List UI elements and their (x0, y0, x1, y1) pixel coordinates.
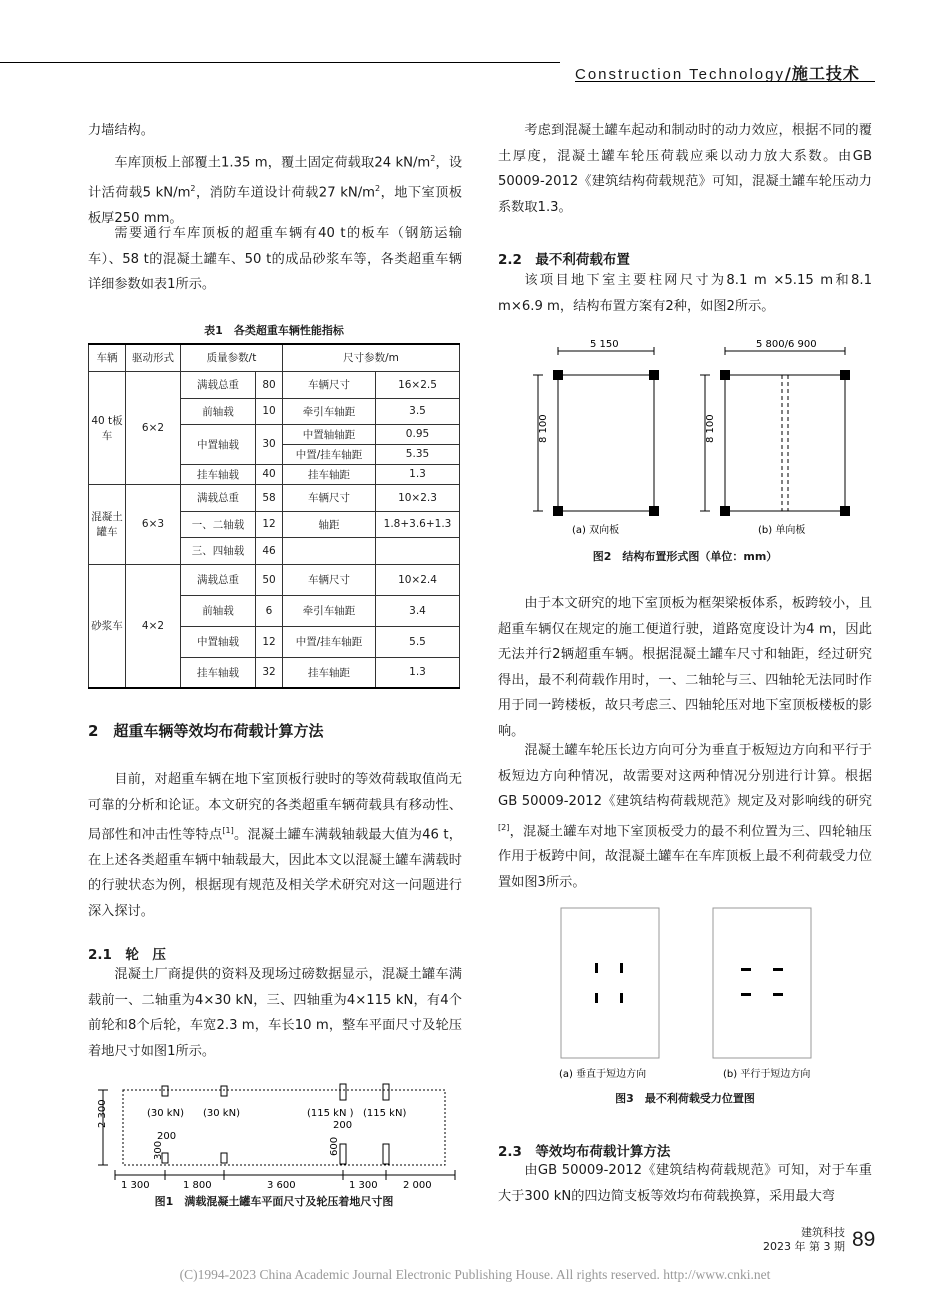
fig1-wheel (221, 1086, 227, 1096)
right-p5: 由GB 50009-2012《建筑结构荷载规范》可知，对于车重大于300 kN的四边简支板等效均布荷载换算，采用最大弯 (498, 1163, 872, 1204)
fig1-dim-3: 3 600 (267, 1180, 296, 1190)
truck2-drive: 6×3 (126, 484, 181, 564)
fig2-caption: 图2 结构布置形式图（单位：mm） (592, 550, 778, 563)
left-p1: 力墙结构。 (88, 123, 154, 138)
section-2-2-heading: 2.2 最不利荷载布置 (498, 252, 630, 268)
fig1-dim-4: 1 300 (349, 1180, 378, 1190)
truck2-name: 混凝土罐车 (89, 484, 126, 564)
fig1-h300: 300 (153, 1140, 164, 1160)
left-p4: 目前，对超重车辆在地下室顶板行驶时的等效荷载取值尚无可靠的分析和论证。本文研究的各类超重车辆荷载具有移动性、局部性和冲击性等特点[1]。混凝土罐车满载轴载最大值为46 t，在上述各类超重车辆中轴载最大，因此本文以混凝土罐车满载时的行驶状态为例，根据现有规范及相关学术研究对这一问题进行深入探讨。 (88, 772, 462, 919)
th-size: 尺寸参数/m (283, 344, 460, 371)
fig1-wheel (383, 1144, 389, 1164)
th-drive: 驱动形式 (126, 344, 181, 371)
fig1-dim-2: 1 800 (183, 1180, 212, 1190)
fig1-load-2: (30 kN) (203, 1108, 240, 1119)
header-rule (0, 62, 560, 63)
fig3b-slab (713, 908, 811, 1058)
fig1-caption: 图1 满载混凝土罐车平面尺寸及轮压着地尺寸图 (154, 1195, 394, 1208)
fig2b-slab (725, 375, 845, 511)
fig1-dim-1: 1 300 (121, 1180, 150, 1190)
figure3 (555, 905, 825, 1085)
header-cn: 施工技术 (791, 64, 860, 83)
fig1-width-200b: 200 (333, 1120, 353, 1131)
section-2-3-heading: 2.3 等效均布荷载计算方法 (498, 1144, 671, 1160)
figure1 (85, 1080, 465, 1190)
fig1-h600: 600 (329, 1136, 340, 1156)
left-p3: 需要通行车库顶板的超重车辆有40 t的板车（钢筋运输车）、58 t的混凝土罐车、50 t的成品砂浆车等，各类超重车辆详细参数如表1所示。 (88, 226, 462, 292)
fig1-wheel (162, 1086, 168, 1096)
fig1-load-1: (30 kN) (147, 1108, 184, 1119)
copyright-line: (C)1994-2023 China Academic Journal Electronic Publishing House. All rights reserved. http://www.cnki.net (179, 1267, 771, 1282)
fig3-caption: 图3 最不利荷载受力位置图 (615, 1092, 755, 1105)
fig3a-slab (561, 908, 659, 1058)
figure2 (520, 335, 870, 545)
fig2a-label: (a) 双向板 (572, 525, 620, 536)
fig2b-width: 5 800/6 900 (756, 339, 817, 350)
fig1-wheel (383, 1084, 389, 1100)
fig1-wheel (221, 1153, 227, 1163)
header-slash: / (785, 64, 792, 83)
table1-caption: 表1 各类超重车辆性能指标 (204, 324, 344, 337)
footer-issue: 2023 年 第 3 期 (763, 1240, 845, 1253)
fig1-wheel (340, 1084, 346, 1100)
right-p1: 考虑到混凝土罐车起动和制动时的动力效应，根据不同的覆土厚度，混凝土罐车轮压荷载应乘以动力放大系数。由GB 50009-2012《建筑结构荷载规范》可知，混凝土罐车轮压动力系数取1.3。 (498, 123, 872, 215)
fig1-wheel (340, 1144, 346, 1164)
fig1-truck-outline (123, 1090, 445, 1165)
footer-journal (735, 1226, 845, 1254)
section-2-heading: 2 超重车辆等效均布荷载计算方法 (88, 722, 324, 740)
truck1-name: 40 t板车 (89, 371, 126, 484)
section-2-1-heading: 2.1 轮 压 (88, 947, 166, 963)
fig2b-height: 8 100 (705, 414, 716, 443)
fig1-height-label: 2 300 (97, 1099, 108, 1128)
fig1-load-4: (115 kN) (363, 1108, 407, 1119)
right-p3: 由于本文研究的地下室顶板为框架梁板体系，板跨较小，且超重车辆仅在规定的施工便道行驶，道路宽度设计为4 m，因此无法并行2辆超重车辆。根据混凝土罐车尺寸和轴距，经过研究得出，最不利荷载作用时，一、二轴轮与三、四轴轮无法同时作用于同一跨楼板，故只考虑三、四轴轮压对地下室顶板楼板的影响。 (498, 596, 872, 739)
table1: 车辆 驱动形式 质量参数/t 尺寸参数/m 40 t板车 6×2 满载总重 80 车辆尺寸 16×2.5 前轴载 10 牵引车轴距 3.5 中置轴载 30 中置轴轴距 0.95 中置/挂车轴距 5.35 挂车轴载 40 挂车轴距 1.3 混凝土罐车 6×3 满载总重 58 车辆尺寸 10×2.3 一、二轴载 12 轴距 1.8+3.6+1.3 三、四轴载 46 砂浆车 4×2 满载总重 50 车辆尺寸 10×2.4 前轴载 6 牵引车轴距 3.4 中置轴载 12 中置/挂车轴距 5.5 挂车轴载 32 挂车轴距 1.3 (88, 343, 460, 689)
th-mass: 质量参数/t (181, 344, 283, 371)
header-en: Construction Technology (575, 66, 785, 83)
right-p4: 混凝土罐车轮压长边方向可分为垂直于板短边方向和平行于板短边方向种情况，故需要对这两种情况分别进行计算。根据GB 50009-2012《建筑结构荷载规范》规定及对影响线的研究[2]，混凝土罐车对地下室顶板受力的最不利位置为三、四轮轴压作用于板跨中间，故混凝土罐车在车库顶板上最不利荷载受力位置如图3所示。 (498, 743, 872, 890)
left-p5: 混凝土厂商提供的资料及现场过磅数据显示，混凝土罐车满载前一、二轴重为4×30 kN，三、四轴重为4×115 kN，有4个前轮和8个后轮，车宽2.3 m，车长10 m，整车平面尺寸及轮压着地尺寸如图1所示。 (88, 967, 462, 1059)
fig2a-width: 5 150 (590, 339, 619, 350)
fig2a-height: 8 100 (538, 414, 549, 443)
fig2a-slab (558, 375, 654, 511)
left-p2: 车库顶板上部覆土1.35 m，覆土固定荷载取24 $kN/m^2$，设计活荷载5 $kN/m^2$，消防车道设计荷载27 $kN/m^2$，地下室顶板板厚250 mm。 (88, 154, 463, 226)
right-p2: 该项目地下室主要柱网尺寸为8.1 m ×5.15 m和8.1 m×6.9 m，结构布置方案有2种，如图2所示。 (498, 273, 872, 314)
truck1-drive: 6×2 (126, 371, 181, 484)
truck3-name: 砂浆车 (89, 564, 126, 688)
header-underline (575, 81, 875, 82)
truck3-drive: 4×2 (126, 564, 181, 688)
fig2b-label: (b) 单向板 (758, 525, 806, 536)
th-vehicle: 车辆 (89, 344, 126, 371)
fig3b-label: (b) 平行于短边方向 (723, 1069, 811, 1080)
fig1-dim-5: 2 000 (403, 1180, 432, 1190)
page-number: 89 (852, 1228, 876, 1251)
footer-journal-name: 建筑科技 (801, 1226, 845, 1239)
fig3a-label: (a) 垂直于短边方向 (559, 1069, 647, 1080)
fig1-width-200a: 200 (157, 1131, 177, 1142)
fig1-load-3: (115 kN ) (307, 1108, 354, 1119)
